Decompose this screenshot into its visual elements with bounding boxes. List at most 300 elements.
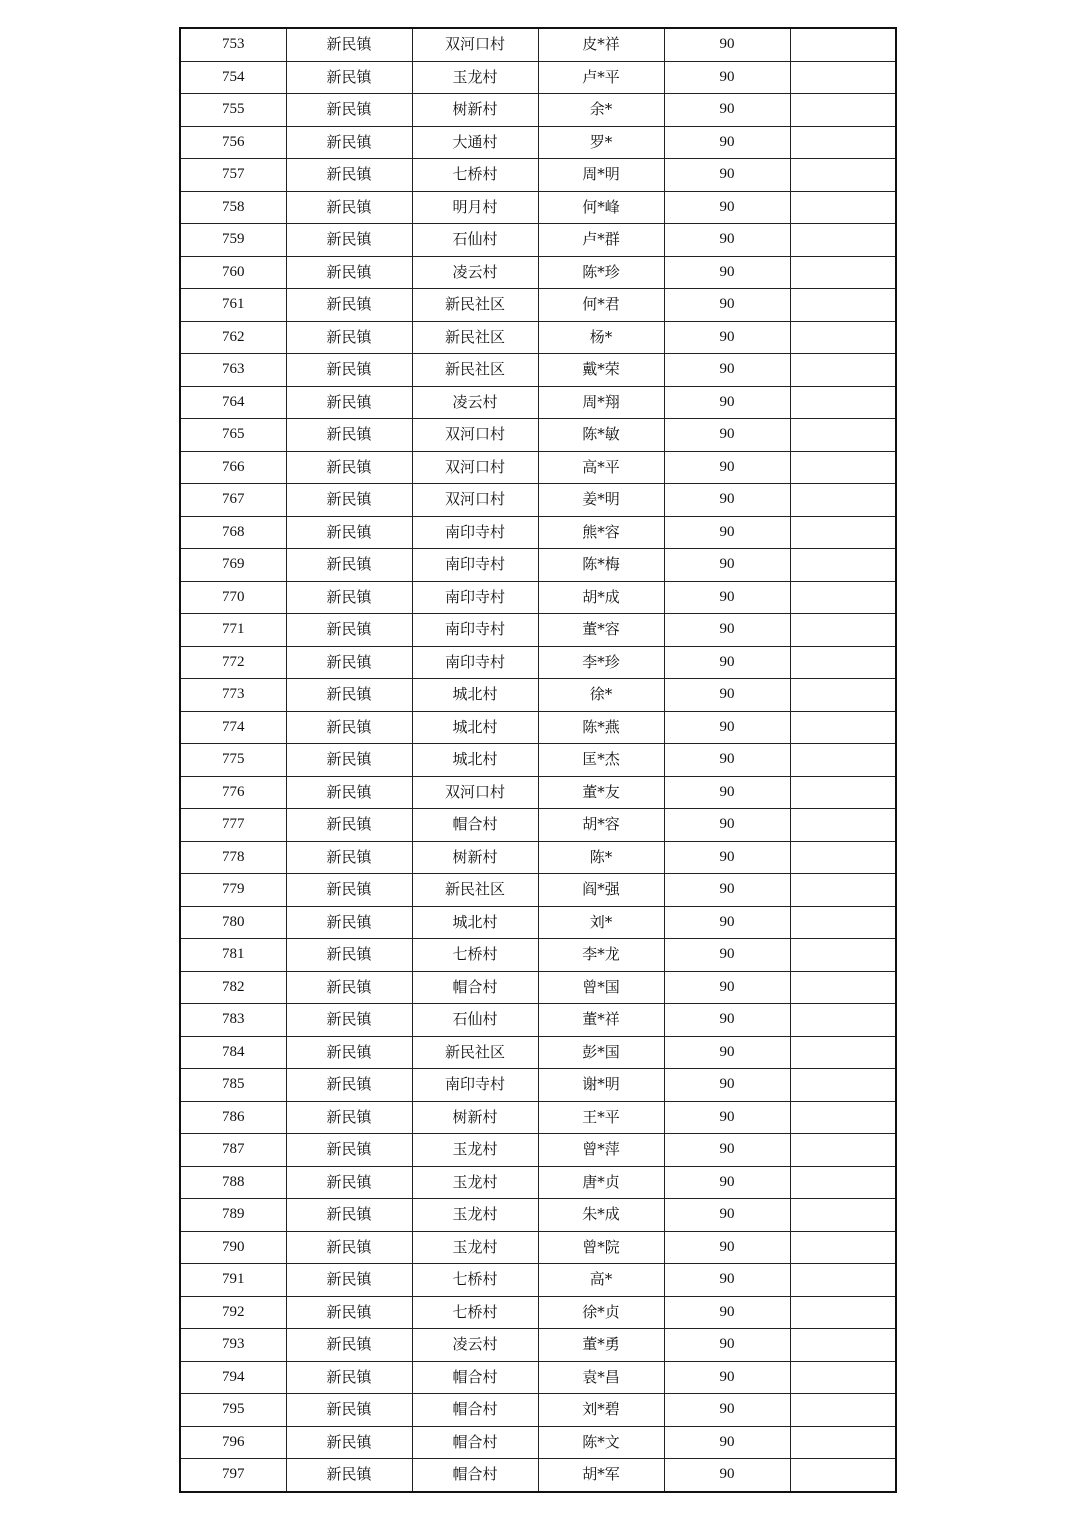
cell-village: 帽合村 [412,1394,538,1427]
cell-note [790,1166,896,1199]
cell-amount: 90 [664,1134,790,1167]
cell-village: 新民社区 [412,321,538,354]
cell-person-name: 谢*明 [538,1069,664,1102]
cell-village: 七桥村 [412,939,538,972]
cell-serial-number: 787 [180,1134,286,1167]
cell-village: 石仙村 [412,1004,538,1037]
cell-serial-number: 779 [180,874,286,907]
cell-serial-number: 764 [180,386,286,419]
cell-person-name: 曾*萍 [538,1134,664,1167]
cell-town: 新民镇 [286,549,412,582]
cell-amount: 90 [664,94,790,127]
cell-serial-number: 796 [180,1426,286,1459]
cell-note [790,809,896,842]
cell-serial-number: 765 [180,419,286,452]
cell-serial-number: 783 [180,1004,286,1037]
cell-town: 新民镇 [286,744,412,777]
cell-person-name: 李*龙 [538,939,664,972]
cell-amount: 90 [664,386,790,419]
cell-town: 新民镇 [286,191,412,224]
table-row [180,1329,896,1362]
cell-town: 新民镇 [286,1296,412,1329]
cell-village: 凌云村 [412,386,538,419]
cell-amount: 90 [664,354,790,387]
cell-person-name: 董*祥 [538,1004,664,1037]
beneficiary-table [179,27,897,1493]
cell-serial-number: 762 [180,321,286,354]
cell-amount: 90 [664,549,790,582]
cell-town: 新民镇 [286,224,412,257]
cell-person-name: 周*明 [538,159,664,192]
cell-note [790,841,896,874]
cell-amount: 90 [664,126,790,159]
cell-note [790,61,896,94]
table-row [180,939,896,972]
cell-amount: 90 [664,1296,790,1329]
cell-note [790,581,896,614]
cell-serial-number: 793 [180,1329,286,1362]
table-row [180,1296,896,1329]
cell-serial-number: 781 [180,939,286,972]
cell-person-name: 姜*明 [538,484,664,517]
cell-person-name: 卢*平 [538,61,664,94]
cell-amount: 90 [664,28,790,61]
cell-note [790,1004,896,1037]
cell-person-name: 余* [538,94,664,127]
cell-amount: 90 [664,61,790,94]
table-row [180,1361,896,1394]
cell-amount: 90 [664,191,790,224]
table-row [180,1459,896,1492]
cell-village: 帽合村 [412,1459,538,1492]
cell-amount: 90 [664,581,790,614]
cell-person-name: 朱*成 [538,1199,664,1232]
table-row [180,1134,896,1167]
cell-serial-number: 797 [180,1459,286,1492]
cell-amount: 90 [664,256,790,289]
cell-person-name: 杨* [538,321,664,354]
cell-serial-number: 772 [180,646,286,679]
table-row [180,451,896,484]
cell-person-name: 董*勇 [538,1329,664,1362]
cell-note [790,614,896,647]
cell-amount: 90 [664,874,790,907]
cell-town: 新民镇 [286,126,412,159]
cell-village: 南印寺村 [412,581,538,614]
cell-note [790,1199,896,1232]
cell-person-name: 徐*贞 [538,1296,664,1329]
cell-village: 南印寺村 [412,516,538,549]
cell-village: 新民社区 [412,874,538,907]
table-row [180,386,896,419]
cell-note [790,159,896,192]
table-row [180,419,896,452]
cell-note [790,1036,896,1069]
cell-serial-number: 769 [180,549,286,582]
cell-amount: 90 [664,1199,790,1232]
cell-amount: 90 [664,484,790,517]
cell-village: 明月村 [412,191,538,224]
cell-person-name: 何*峰 [538,191,664,224]
cell-amount: 90 [664,1329,790,1362]
table-row [180,289,896,322]
cell-serial-number: 775 [180,744,286,777]
cell-town: 新民镇 [286,906,412,939]
cell-person-name: 陈*敏 [538,419,664,452]
cell-town: 新民镇 [286,711,412,744]
cell-note [790,874,896,907]
cell-village: 帽合村 [412,971,538,1004]
cell-town: 新民镇 [286,1101,412,1134]
table-row [180,159,896,192]
cell-village: 玉龙村 [412,1199,538,1232]
cell-note [790,256,896,289]
cell-amount: 90 [664,1101,790,1134]
cell-amount: 90 [664,419,790,452]
table-row [180,1231,896,1264]
cell-village: 帽合村 [412,1361,538,1394]
cell-amount: 90 [664,224,790,257]
cell-note [790,1069,896,1102]
cell-person-name: 皮*祥 [538,28,664,61]
table-row [180,1101,896,1134]
cell-note [790,1459,896,1492]
cell-serial-number: 753 [180,28,286,61]
cell-serial-number: 771 [180,614,286,647]
cell-person-name: 彭*国 [538,1036,664,1069]
table-row [180,191,896,224]
cell-serial-number: 766 [180,451,286,484]
cell-note [790,906,896,939]
cell-serial-number: 777 [180,809,286,842]
cell-note [790,1264,896,1297]
cell-note [790,939,896,972]
cell-note [790,1394,896,1427]
cell-town: 新民镇 [286,809,412,842]
cell-person-name: 何*君 [538,289,664,322]
table-row [180,744,896,777]
cell-person-name: 曾*国 [538,971,664,1004]
cell-village: 七桥村 [412,1296,538,1329]
cell-town: 新民镇 [286,94,412,127]
cell-amount: 90 [664,1426,790,1459]
cell-village: 玉龙村 [412,61,538,94]
cell-village: 双河口村 [412,776,538,809]
table-row [180,776,896,809]
cell-town: 新民镇 [286,1036,412,1069]
cell-amount: 90 [664,1166,790,1199]
cell-serial-number: 758 [180,191,286,224]
cell-serial-number: 778 [180,841,286,874]
table-row [180,256,896,289]
cell-person-name: 陈*文 [538,1426,664,1459]
cell-person-name: 高* [538,1264,664,1297]
cell-serial-number: 754 [180,61,286,94]
cell-town: 新民镇 [286,1264,412,1297]
table-row [180,646,896,679]
table-row [180,874,896,907]
cell-town: 新民镇 [286,354,412,387]
cell-serial-number: 782 [180,971,286,1004]
cell-serial-number: 788 [180,1166,286,1199]
cell-serial-number: 763 [180,354,286,387]
cell-note [790,126,896,159]
cell-village: 南印寺村 [412,614,538,647]
cell-amount: 90 [664,159,790,192]
cell-serial-number: 755 [180,94,286,127]
cell-town: 新民镇 [286,874,412,907]
cell-person-name: 熊*容 [538,516,664,549]
cell-note [790,419,896,452]
cell-town: 新民镇 [286,646,412,679]
cell-town: 新民镇 [286,1459,412,1492]
cell-note [790,386,896,419]
cell-amount: 90 [664,809,790,842]
cell-note [790,28,896,61]
cell-person-name: 陈*珍 [538,256,664,289]
cell-village: 双河口村 [412,484,538,517]
cell-amount: 90 [664,646,790,679]
cell-amount: 90 [664,1231,790,1264]
table-row [180,28,896,61]
cell-serial-number: 790 [180,1231,286,1264]
cell-note [790,1101,896,1134]
cell-note [790,321,896,354]
table-row [180,1394,896,1427]
cell-person-name: 唐*贞 [538,1166,664,1199]
cell-town: 新民镇 [286,1394,412,1427]
table-row [180,354,896,387]
cell-town: 新民镇 [286,419,412,452]
cell-note [790,1329,896,1362]
cell-person-name: 卢*群 [538,224,664,257]
cell-town: 新民镇 [286,484,412,517]
cell-person-name: 匡*杰 [538,744,664,777]
cell-note [790,354,896,387]
cell-town: 新民镇 [286,776,412,809]
cell-town: 新民镇 [286,1329,412,1362]
cell-serial-number: 773 [180,679,286,712]
cell-serial-number: 757 [180,159,286,192]
cell-village: 双河口村 [412,419,538,452]
cell-note [790,516,896,549]
cell-note [790,744,896,777]
cell-village: 双河口村 [412,451,538,484]
table-row [180,484,896,517]
cell-town: 新民镇 [286,1361,412,1394]
cell-note [790,191,896,224]
cell-serial-number: 770 [180,581,286,614]
cell-amount: 90 [664,1361,790,1394]
cell-note [790,1361,896,1394]
cell-amount: 90 [664,971,790,1004]
cell-town: 新民镇 [286,614,412,647]
cell-village: 帽合村 [412,809,538,842]
cell-town: 新民镇 [286,841,412,874]
cell-town: 新民镇 [286,971,412,1004]
cell-town: 新民镇 [286,289,412,322]
cell-amount: 90 [664,1459,790,1492]
cell-town: 新民镇 [286,386,412,419]
table-row [180,1166,896,1199]
cell-serial-number: 786 [180,1101,286,1134]
cell-town: 新民镇 [286,581,412,614]
cell-amount: 90 [664,906,790,939]
cell-person-name: 董*友 [538,776,664,809]
cell-person-name: 徐* [538,679,664,712]
cell-note [790,1134,896,1167]
cell-person-name: 胡*成 [538,581,664,614]
cell-village: 玉龙村 [412,1231,538,1264]
cell-village: 城北村 [412,906,538,939]
cell-person-name: 胡*容 [538,809,664,842]
cell-serial-number: 759 [180,224,286,257]
cell-village: 树新村 [412,94,538,127]
table-row [180,1264,896,1297]
table-row [180,94,896,127]
table-row [180,971,896,1004]
table-row [180,1199,896,1232]
cell-village: 石仙村 [412,224,538,257]
cell-village: 城北村 [412,744,538,777]
cell-note [790,451,896,484]
cell-village: 城北村 [412,711,538,744]
cell-amount: 90 [664,321,790,354]
table-row [180,224,896,257]
cell-serial-number: 789 [180,1199,286,1232]
cell-town: 新民镇 [286,451,412,484]
cell-village: 凌云村 [412,1329,538,1362]
cell-amount: 90 [664,1069,790,1102]
cell-note [790,1426,896,1459]
cell-village: 南印寺村 [412,1069,538,1102]
cell-serial-number: 785 [180,1069,286,1102]
table-row [180,61,896,94]
cell-note [790,94,896,127]
cell-amount: 90 [664,776,790,809]
cell-town: 新民镇 [286,28,412,61]
table-row [180,1036,896,1069]
cell-village: 新民社区 [412,1036,538,1069]
cell-village: 树新村 [412,1101,538,1134]
cell-note [790,971,896,1004]
cell-serial-number: 784 [180,1036,286,1069]
cell-note [790,289,896,322]
cell-town: 新民镇 [286,256,412,289]
cell-note [790,484,896,517]
table-row [180,126,896,159]
cell-serial-number: 756 [180,126,286,159]
cell-serial-number: 794 [180,1361,286,1394]
cell-person-name: 戴*荣 [538,354,664,387]
cell-amount: 90 [664,711,790,744]
table-row [180,1069,896,1102]
cell-village: 玉龙村 [412,1166,538,1199]
table-row [180,321,896,354]
table-row [180,711,896,744]
cell-village: 玉龙村 [412,1134,538,1167]
cell-person-name: 王*平 [538,1101,664,1134]
cell-village: 七桥村 [412,159,538,192]
cell-note [790,224,896,257]
cell-village: 大通村 [412,126,538,159]
cell-village: 树新村 [412,841,538,874]
cell-amount: 90 [664,289,790,322]
cell-town: 新民镇 [286,1426,412,1459]
cell-serial-number: 761 [180,289,286,322]
cell-village: 南印寺村 [412,549,538,582]
cell-note [790,1231,896,1264]
cell-amount: 90 [664,679,790,712]
cell-serial-number: 774 [180,711,286,744]
cell-town: 新民镇 [286,1166,412,1199]
table-row [180,549,896,582]
cell-person-name: 刘*碧 [538,1394,664,1427]
cell-town: 新民镇 [286,1069,412,1102]
cell-serial-number: 780 [180,906,286,939]
cell-serial-number: 795 [180,1394,286,1427]
cell-village: 凌云村 [412,256,538,289]
cell-serial-number: 768 [180,516,286,549]
table-body [180,28,896,1492]
cell-town: 新民镇 [286,1199,412,1232]
cell-person-name: 袁*昌 [538,1361,664,1394]
table-row [180,516,896,549]
cell-amount: 90 [664,939,790,972]
cell-town: 新民镇 [286,1134,412,1167]
table-row [180,1004,896,1037]
cell-amount: 90 [664,744,790,777]
table-row [180,581,896,614]
table-row [180,679,896,712]
cell-person-name: 罗* [538,126,664,159]
cell-amount: 90 [664,1004,790,1037]
cell-person-name: 刘* [538,906,664,939]
cell-person-name: 陈*梅 [538,549,664,582]
cell-village: 南印寺村 [412,646,538,679]
cell-town: 新民镇 [286,1004,412,1037]
cell-note [790,679,896,712]
cell-person-name: 董*容 [538,614,664,647]
cell-serial-number: 776 [180,776,286,809]
table-row [180,841,896,874]
table-row [180,1426,896,1459]
cell-person-name: 周*翔 [538,386,664,419]
cell-person-name: 曾*院 [538,1231,664,1264]
cell-amount: 90 [664,1036,790,1069]
cell-town: 新民镇 [286,679,412,712]
cell-person-name: 陈* [538,841,664,874]
cell-village: 七桥村 [412,1264,538,1297]
cell-village: 新民社区 [412,354,538,387]
cell-person-name: 胡*军 [538,1459,664,1492]
cell-town: 新民镇 [286,516,412,549]
cell-person-name: 李*珍 [538,646,664,679]
cell-village: 帽合村 [412,1426,538,1459]
cell-village: 新民社区 [412,289,538,322]
cell-town: 新民镇 [286,159,412,192]
cell-village: 双河口村 [412,28,538,61]
cell-town: 新民镇 [286,61,412,94]
cell-serial-number: 760 [180,256,286,289]
cell-amount: 90 [664,451,790,484]
cell-note [790,646,896,679]
cell-amount: 90 [664,516,790,549]
cell-person-name: 阎*强 [538,874,664,907]
table-row [180,809,896,842]
cell-town: 新民镇 [286,939,412,972]
cell-note [790,776,896,809]
